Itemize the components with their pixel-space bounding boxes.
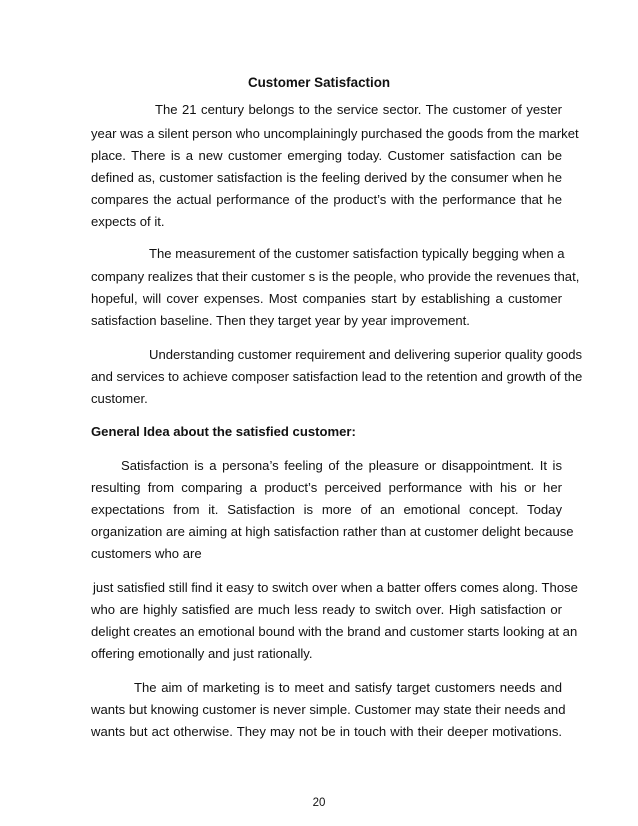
paragraph-2-line-4: satisfaction baseline. Then they target year by year improvement. [91, 313, 470, 328]
paragraph-3-line-3: customer. [91, 391, 148, 406]
paragraph-6-line-1: The aim of marketing is to meet and satisfy target customers needs and [134, 680, 562, 695]
paragraph-6-line-3: wants but act otherwise. They may not be in touch with their deeper motivations. [91, 724, 562, 739]
page-title: Customer Satisfaction [247, 75, 391, 90]
paragraph-2-line-3: hopeful, will cover expenses. Most companies start by establishing a customer [91, 291, 562, 306]
paragraph-2-line-2: company realizes that their customer s is the people, who provide the revenues that, [91, 269, 580, 284]
paragraph-4-line-4: organization are aiming at high satisfaction rather than at customer delight because [91, 524, 574, 539]
paragraph-2-line-1: The measurement of the customer satisfaction typically begging when a [149, 246, 565, 261]
section-heading: General Idea about the satisfied customer: [91, 424, 356, 439]
paragraph-1-line-5: compares the actual performance of the product’s with the performance that he [91, 192, 562, 207]
paragraph-1-line-4: defined as, customer satisfaction is the feeling derived by the consumer when he [91, 170, 562, 185]
paragraph-3-line-1: Understanding customer requirement and delivering superior quality goods [149, 347, 583, 362]
paragraph-1-line-3: place. There is a new customer emerging today. Customer satisfaction can be [91, 148, 562, 163]
paragraph-4-line-2: resulting from comparing a product’s perceived performance with his or her [91, 480, 562, 495]
paragraph-4-line-3: expectations from it. Satisfaction is more of an emotional concept. Today [91, 502, 562, 517]
page-number: 20 [312, 797, 326, 809]
paragraph-4-line-1: Satisfaction is a persona’s feeling of the pleasure or disappointment. It is [121, 458, 562, 473]
paragraph-5-line-1: just satisfied still find it easy to switch over when a batter offers comes along. Those [93, 580, 578, 595]
paragraph-5-line-4: offering emotionally and just rationally. [91, 646, 313, 661]
paragraph-1-line-2: year was a silent person who uncomplainingly purchased the goods from the market [91, 126, 579, 141]
paragraph-4-line-5: customers who are [91, 546, 202, 561]
paragraph-5-line-3: delight creates an emotional bound with the brand and customer starts looking at an [91, 624, 578, 639]
paragraph-1-line-1: The 21 century belongs to the service sector. The customer of yester [155, 102, 562, 117]
paragraph-6-line-2: wants but knowing customer is never simple. Customer may state their needs and [91, 702, 566, 717]
paragraph-3-line-2: and services to achieve composer satisfaction lead to the retention and growth of the [91, 369, 583, 384]
paragraph-5-line-2: who are highly satisfied are much less ready to switch over. High satisfaction or [91, 602, 562, 617]
paragraph-1-line-6: expects of it. [91, 214, 165, 229]
